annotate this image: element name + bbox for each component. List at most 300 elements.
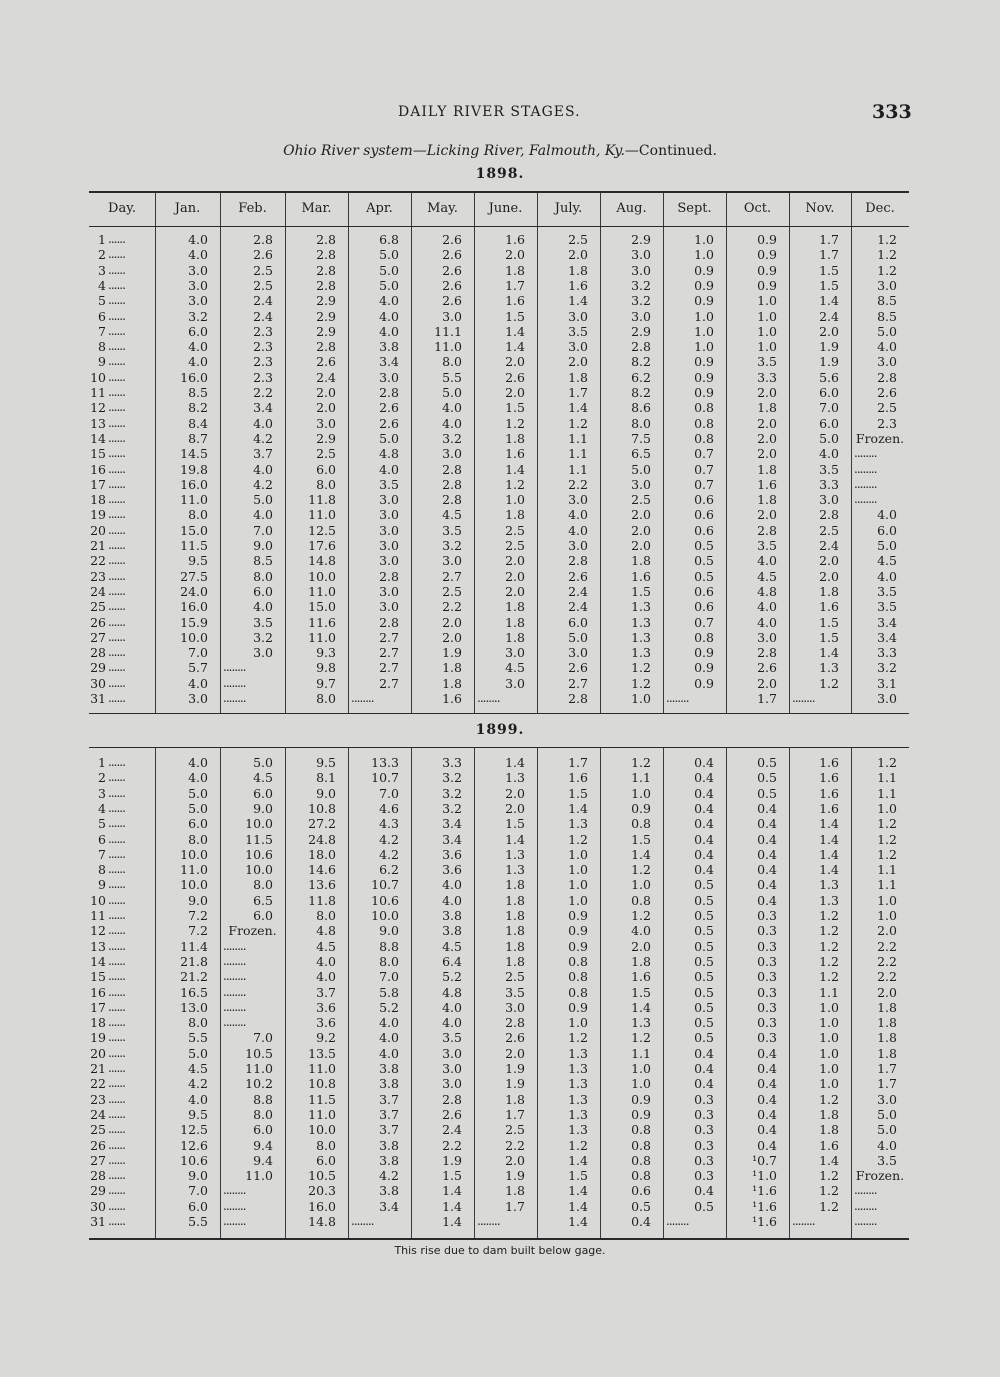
stage-value: 3.4 [877,629,897,645]
stage-value: 21.8 [180,953,208,969]
stage-value: 5.6 [819,369,839,385]
stage-value: 0.8 [631,816,651,832]
stage-value: 3.0 [379,522,399,538]
stage-value: 0.4 [757,862,777,878]
day-label: 9 [98,877,106,893]
stage-value: 1.2 [505,415,525,431]
stage-value: 1.5 [505,816,525,832]
stage-value: 4.8 [757,583,777,599]
leader-dots: ...... [108,476,125,491]
stage-value: 2.5 [631,492,651,508]
stage-value: 1.8 [505,629,525,645]
stage-value: 4.5 [442,938,462,954]
stage-value: 1.5 [631,831,651,847]
stage-value: 1.8 [505,923,525,939]
stage-value: 1.8 [505,614,525,630]
stage-value: 5.0 [379,430,399,446]
stage-value: 2.5 [316,446,336,462]
stage-value: 0.4 [757,1061,777,1076]
stage-value: 1.2 [631,1030,651,1046]
leader-dots: ...... [108,232,125,246]
stage-value: 2.0 [505,800,525,816]
stage-value: 2.9 [316,430,336,446]
stage-value: 8.5 [877,308,897,324]
stage-value: 13.6 [308,877,336,893]
stage-value: 3.0 [505,645,525,661]
stage-value: 0.3 [757,999,777,1015]
stage-value: 4.5 [253,770,273,786]
stage-value: 9.5 [188,1106,208,1122]
stage-value: 4.0 [877,339,897,355]
stage-value: 4.5 [316,938,336,954]
stage-value: 0.4 [757,1091,777,1107]
stage-value: 3.0 [379,507,399,523]
stage-value: 0.5 [757,755,777,770]
table-top-rule [89,191,909,193]
stage-value: 4.0 [379,1045,399,1061]
stage-value: 4.5 [877,553,897,569]
stage-value: 4.0 [379,308,399,324]
stage-value: 3.0 [379,599,399,615]
stage-value: ¹1.6 [752,1214,777,1229]
stage-value: 3.5 [253,614,273,630]
day-label: 27 [90,629,106,645]
stage-value: 8.8 [379,938,399,954]
stage-value: 7.2 [188,908,208,923]
stage-value: 6.0 [253,1122,273,1138]
stage-value: 1.0 [757,293,777,309]
stage-value: 2.6 [877,385,897,400]
stage-value: 2.8 [442,476,462,492]
stage-value: 0.8 [568,969,588,985]
stage-value: 3.7 [379,1091,399,1107]
stage-value: 8.8 [253,1091,273,1107]
stage-value: 2.5 [442,583,462,599]
stage-value: 4.0 [316,969,336,985]
stage-value: 3.0 [631,308,651,324]
stage-value: 1.2 [505,476,525,492]
empty-cell: ........ [477,1214,500,1228]
leader-dots: ...... [108,800,125,815]
header-bottom-rule [89,226,909,227]
column-header: Sept. [677,201,712,216]
stage-value: 2.6 [442,232,462,247]
stage-value: 1.0 [694,308,714,324]
stage-value: 1.6 [819,785,839,801]
stage-value: 1.2 [819,969,839,985]
header-column-divider [789,193,790,226]
stage-value: 11.1 [434,323,462,339]
stage-value: 3.3 [757,369,777,385]
stage-value: 0.9 [694,293,714,309]
stage-value: 0.4 [694,1061,714,1076]
stage-value: 2.9 [631,323,651,339]
stage-value: 15.0 [180,522,208,538]
stage-value: 5.5 [188,1214,208,1229]
stage-value: 3.0 [442,446,462,462]
leader-dots: ...... [108,892,125,907]
stage-value: 2.7 [379,675,399,691]
stage-value: 2.4 [819,538,839,553]
stage-value: 2.6 [568,660,588,676]
leader-dots: ...... [108,538,125,552]
stage-value: 4.8 [442,984,462,1000]
stage-value: 24.8 [308,831,336,847]
stage-value: 0.3 [694,1106,714,1122]
stage-value: 3.8 [379,1137,399,1153]
stage-value: 1.2 [568,831,588,847]
stage-value: 4.0 [568,522,588,538]
stage-value: 0.3 [694,1168,714,1184]
stage-value: 4.0 [188,354,208,370]
stage-value: 0.3 [757,923,777,939]
leader-dots: ...... [108,1122,125,1137]
stage-value: 3.0 [877,1091,897,1107]
stage-value: 10.0 [180,846,208,862]
stage-value: 1.1 [568,430,588,446]
stage-value: 8.0 [379,953,399,969]
stage-value: 2.8 [568,553,588,569]
stage-value: 8.0 [253,568,273,584]
stage-value: 3.2 [442,770,462,786]
stage-value: 1.2 [819,1198,839,1214]
stage-value: 2.0 [442,629,462,645]
stage-value: 10.5 [245,1045,273,1061]
day-label: 8 [98,862,106,878]
stage-value: 5.5 [188,1030,208,1046]
stage-value: 1.8 [877,1045,897,1061]
stage-value: 3.0 [379,553,399,569]
stage-value: 9.3 [316,645,336,661]
stage-value: 1.8 [505,953,525,969]
stage-value: 10.7 [371,877,399,893]
stage-value: 11.0 [308,507,336,523]
stage-value: 11.0 [245,1168,273,1184]
stage-value: 5.0 [188,1045,208,1061]
stage-value: 0.5 [694,1030,714,1046]
stage-value: 1.8 [631,953,651,969]
stage-value: 16.0 [180,476,208,492]
leader-dots: ...... [108,293,125,308]
stage-value: 6.5 [253,892,273,908]
stage-value: 4.0 [188,247,208,263]
stage-value: 12.5 [308,522,336,538]
stage-value: 0.4 [694,770,714,786]
stage-value: 1.1 [877,770,897,786]
stage-value: 6.0 [188,1198,208,1214]
stage-value: 0.5 [694,568,714,584]
leader-dots: ...... [108,385,125,399]
stage-value: 9.0 [253,800,273,816]
leader-dots: ...... [108,938,125,953]
stage-value: 2.0 [819,568,839,584]
day-label: 28 [90,1168,106,1184]
stage-value: 0.9 [694,675,714,691]
stage-value: 10.7 [371,770,399,786]
stage-value: Frozen. [228,923,277,939]
leader-dots: ...... [108,816,125,831]
stage-value: 2.0 [757,430,777,446]
stage-value: 0.9 [631,1106,651,1122]
day-label: 9 [98,354,106,370]
stage-value: 1.2 [819,675,839,691]
stage-value: 1.1 [631,1045,651,1061]
leader-dots: ...... [108,785,125,800]
leader-dots: ...... [108,400,125,415]
stage-value: 3.0 [631,476,651,492]
stage-value: 2.3 [877,415,897,431]
stage-value: 0.4 [757,877,777,893]
column-header: Feb. [238,201,267,216]
stage-value: 1.1 [877,785,897,801]
stage-value: 2.8 [379,614,399,630]
stage-value: 3.3 [819,476,839,492]
stage-value: 0.6 [694,507,714,523]
stage-value: 1.3 [568,816,588,832]
stage-value: 1.8 [819,583,839,599]
stage-value: 4.0 [253,507,273,523]
stage-value: 3.5 [505,984,525,1000]
stage-value: 1.2 [631,908,651,923]
stage-value: 2.0 [568,354,588,370]
stage-value: 0.9 [631,800,651,816]
stage-value: 4.0 [379,1030,399,1046]
day-label: 24 [90,1106,106,1122]
stage-value: 0.9 [694,369,714,385]
stage-value: 2.8 [505,1015,525,1031]
stage-value: 16.0 [308,1198,336,1214]
day-label: 5 [98,816,106,832]
stage-value: 4.0 [819,446,839,462]
empty-cell: ........ [223,660,246,675]
stage-value: 3.0 [188,277,208,293]
stage-value: 5.0 [379,262,399,278]
stage-value: 0.4 [694,1076,714,1092]
stage-value: 1.6 [442,691,462,706]
stage-value: 2.5 [505,969,525,985]
stage-value: 13.5 [308,1045,336,1061]
stage-value: 10.0 [180,877,208,893]
stage-value: 1.6 [568,277,588,293]
stage-value: 1.2 [568,1030,588,1046]
leader-dots: ...... [108,323,125,338]
stage-value: 4.5 [188,1061,208,1076]
stage-value: 1.1 [877,862,897,878]
day-label: 18 [90,1015,106,1031]
stage-value: 2.6 [316,354,336,370]
stage-value: 1.0 [757,323,777,339]
stage-value: 1.8 [505,599,525,615]
stage-value: 1.0 [819,1030,839,1046]
stage-value: 0.4 [757,800,777,816]
stage-value: 0.4 [694,785,714,801]
stage-value: 2.0 [442,614,462,630]
stage-value: 0.5 [694,999,714,1015]
leader-dots: ...... [108,430,125,445]
stage-value: 1.6 [757,476,777,492]
leader-dots: ...... [108,984,125,999]
leader-dots: ...... [108,262,125,277]
stage-value: 0.9 [568,908,588,923]
leader-dots: ...... [108,846,125,861]
column-header: May. [427,201,458,216]
empty-cell: ........ [223,969,246,984]
stage-value: 2.8 [316,232,336,247]
stage-value: 0.3 [757,908,777,923]
empty-cell: ........ [223,1183,246,1198]
stage-value: 4.8 [379,446,399,462]
stage-value: 3.0 [631,247,651,263]
stage-value: 7.0 [188,1183,208,1199]
leader-dots: ...... [108,415,125,430]
stage-value: 1.4 [568,1198,588,1214]
stage-value: 0.6 [694,522,714,538]
stage-value: 1.6 [505,293,525,309]
stage-value: 0.4 [694,846,714,862]
caption-rest: —Continued. [624,143,717,159]
stage-value: 2.0 [757,415,777,431]
stage-value: 5.0 [877,538,897,553]
stage-value: 1.2 [568,1137,588,1153]
day-label: 14 [90,953,106,969]
stage-value: 0.5 [694,984,714,1000]
stage-value: 12.6 [180,1137,208,1153]
stage-value: 27.2 [308,816,336,832]
column-header: Aug. [616,201,647,216]
empty-cell: ........ [351,1214,374,1228]
stage-value: 5.7 [188,660,208,676]
stage-value: 11.8 [308,892,336,908]
stage-value: 8.0 [188,507,208,523]
stage-value: 1.3 [568,1076,588,1092]
stage-value: 2.9 [316,293,336,309]
stage-value: 4.2 [379,846,399,862]
stage-value: 3.8 [442,908,462,923]
leader-dots: ...... [108,308,125,323]
stage-value: 3.0 [757,629,777,645]
day-label: 13 [90,938,106,954]
stage-value: 1.4 [631,846,651,862]
stage-value: 1.0 [694,323,714,339]
stage-value: 7.2 [188,923,208,939]
stage-value: 3.0 [188,262,208,278]
stage-value: 0.3 [694,1137,714,1153]
day-label: 19 [90,507,106,523]
stage-value: ¹1.0 [752,1168,777,1184]
empty-cell: ........ [666,691,689,705]
stage-value: 0.5 [694,923,714,939]
day-label: 25 [90,599,106,615]
leader-dots: ...... [108,583,125,598]
stage-value: 0.5 [694,877,714,893]
stage-value: 4.3 [379,816,399,832]
stage-value: ¹0.7 [752,1152,777,1168]
day-label: 25 [90,1122,106,1138]
stage-value: 8.2 [188,400,208,416]
stage-value: 1.2 [631,755,651,770]
stage-value: 1.8 [505,1183,525,1199]
day-label: 21 [90,1061,106,1076]
stage-value: 0.8 [694,629,714,645]
stage-value: 5.5 [442,369,462,385]
header-column-divider [600,193,601,226]
column-header: July. [554,201,583,216]
stage-value: 0.9 [568,923,588,939]
stage-value: 4.5 [757,568,777,584]
year-heading-1899: 1899. [475,722,525,738]
stage-value: 1.0 [568,862,588,878]
stage-value: 7.0 [253,1030,273,1046]
leader-dots: ...... [108,831,125,846]
leader-dots: ...... [108,1076,125,1091]
stage-value: 3.5 [877,599,897,615]
day-label: 3 [98,262,106,278]
stage-value: 5.8 [379,984,399,1000]
day-label: 17 [90,999,106,1015]
stage-value: 2.5 [253,262,273,278]
stage-value: 2.5 [505,1122,525,1138]
stage-value: 8.5 [877,293,897,309]
leader-dots: ...... [108,877,125,892]
stage-value: 1.8 [505,938,525,954]
stage-value: 0.5 [694,892,714,908]
stage-value: 3.0 [442,308,462,324]
stage-value: 5.2 [379,999,399,1015]
stage-value: 2.0 [505,583,525,599]
header-column-divider [663,193,664,226]
stage-value: 1.3 [819,877,839,893]
stage-value: 1.4 [819,831,839,847]
stage-value: 1.0 [631,877,651,893]
stage-value: 4.5 [505,660,525,676]
stage-value: 1.1 [568,446,588,462]
stage-value: 2.4 [253,293,273,309]
stage-value: 0.5 [694,938,714,954]
column-header: Jan. [174,201,201,216]
stage-value: 0.9 [694,660,714,676]
leader-dots: ...... [108,953,125,968]
stage-value: 2.5 [877,400,897,416]
stage-value: 0.9 [757,277,777,293]
stage-value: 8.2 [631,385,651,400]
stage-value: 11.8 [308,492,336,508]
stage-value: 5.0 [819,430,839,446]
stage-value: 4.0 [188,675,208,691]
stage-value: 5.0 [568,629,588,645]
stage-value: 6.0 [253,908,273,923]
stage-value: 1.0 [819,999,839,1015]
stage-value: 1.3 [631,614,651,630]
stage-value: 4.0 [379,1015,399,1031]
stage-value: 3.0 [188,293,208,309]
stage-value: 0.9 [568,938,588,954]
header-column-divider [474,193,475,226]
day-label: 24 [90,583,106,599]
stage-value: 0.8 [631,1137,651,1153]
stage-value: 1.5 [568,785,588,801]
stage-value: 10.0 [180,629,208,645]
stage-value: 3.5 [442,1030,462,1046]
header-column-divider [285,193,286,226]
stage-value: 13.0 [180,999,208,1015]
stage-value: 1.0 [505,492,525,508]
day-label: 10 [90,892,106,908]
stage-value: 3.0 [568,308,588,324]
stage-value: 2.0 [757,507,777,523]
stage-value: 1.3 [568,1122,588,1138]
stage-value: 6.0 [188,323,208,339]
stage-value: 0.8 [568,953,588,969]
